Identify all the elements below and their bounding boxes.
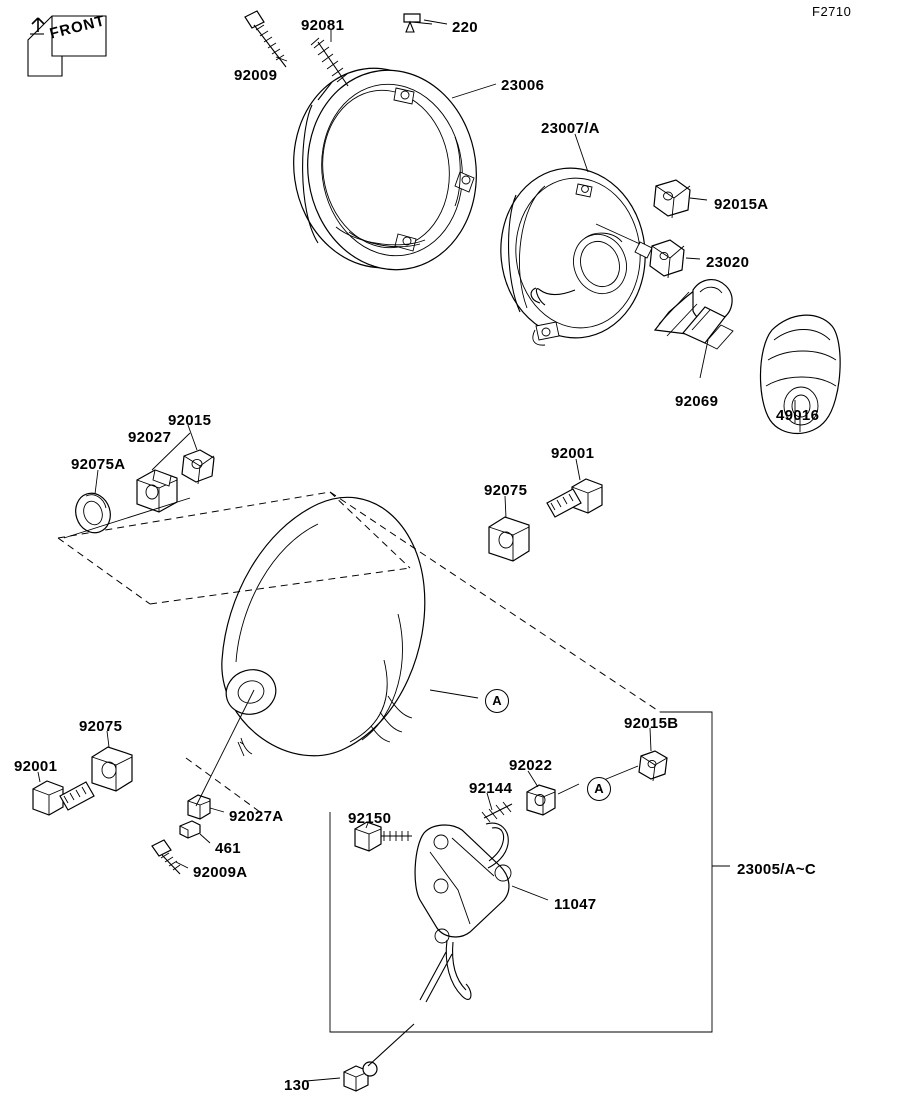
leader-23006 (452, 84, 496, 98)
part-92027A-collar (188, 795, 210, 819)
leader-92027A (210, 808, 224, 812)
callout-label-92144: 92144 (469, 780, 513, 797)
callout-label-220: 220 (452, 19, 478, 36)
part-92009A-screw (152, 840, 180, 874)
part-23020-block (650, 240, 684, 278)
leader-92069 (700, 340, 708, 378)
part-92069-bulb (655, 280, 733, 349)
callout-label-92075-upper: 92075 (484, 482, 528, 499)
part-23006-rim (281, 57, 489, 280)
part-11047-bracket (415, 823, 511, 1002)
leader-23020 (686, 258, 700, 259)
callout-label-92001-lower: 92001 (14, 758, 58, 775)
part-220-screw (404, 14, 432, 32)
front-badge-label: FRONT (48, 12, 108, 43)
callout-label-130: 130 (284, 1077, 310, 1094)
callout-label-92009: 92009 (234, 67, 278, 84)
part-92015B-nut (639, 751, 667, 781)
part-92081-spring (311, 38, 350, 88)
callout-label-92027: 92027 (128, 429, 172, 446)
callout-label-23007A: 23007/A (541, 120, 600, 137)
part-130-bolt (344, 1024, 414, 1091)
callout-label-92015B: 92015B (624, 715, 679, 732)
callout-label-92022: 92022 (509, 757, 553, 774)
callout-label-461: 461 (215, 840, 241, 857)
part-92015-nut (182, 450, 214, 484)
callout-label-92069: 92069 (675, 393, 719, 410)
leader-A-2b (558, 784, 579, 794)
part-23007A-reflector (493, 161, 654, 345)
callout-label-92015: 92015 (168, 412, 212, 429)
callout-label-92075-lower: 92075 (79, 718, 123, 735)
part-92075-washer-upper (489, 517, 529, 561)
part-23005-housing (221, 497, 425, 756)
leader-A-1 (430, 690, 478, 698)
part-92075-washer-lower (92, 747, 132, 791)
callout-marker-a-2: A (587, 777, 611, 801)
callout-label-92075A: 92075A (71, 456, 126, 473)
part-92144-spring (482, 802, 512, 822)
callout-label-92027A: 92027A (229, 808, 284, 825)
part-92075A-grommet (71, 489, 116, 538)
construction-line-3 (58, 538, 150, 604)
diagram-code: F2710 (812, 4, 852, 19)
callout-label-92001-upper: 92001 (551, 445, 595, 462)
leader-92075-upper (505, 496, 506, 518)
part-92022-washer (527, 785, 555, 815)
part-461-washer (180, 821, 200, 838)
callout-label-11047: 11047 (554, 896, 597, 913)
callout-label-23006: 23006 (501, 77, 545, 94)
leader-92001-upper (576, 459, 580, 480)
callout-label-92015A: 92015A (714, 196, 769, 213)
part-92027-collar (137, 470, 177, 512)
callout-label-49016: 49016 (776, 407, 820, 424)
leader-92015A (690, 198, 707, 200)
callout-marker-a-1: A (485, 689, 509, 713)
leader-130 (306, 1078, 340, 1081)
callout-label-92150: 92150 (348, 810, 392, 827)
part-92001-bolt-lower (33, 781, 94, 815)
callout-label-23020: 23020 (706, 254, 750, 271)
part-92015A-nut (654, 180, 690, 218)
leader-461 (200, 834, 210, 843)
callout-label-23005: 23005/A~C (737, 861, 817, 878)
callout-label-92081: 92081 (301, 17, 345, 34)
leader-11047 (512, 886, 548, 900)
callout-label-92009A: 92009A (193, 864, 248, 881)
leader-23007A (575, 134, 588, 172)
leader-92075A (95, 470, 98, 494)
part-92001-bolt-upper (547, 479, 602, 517)
